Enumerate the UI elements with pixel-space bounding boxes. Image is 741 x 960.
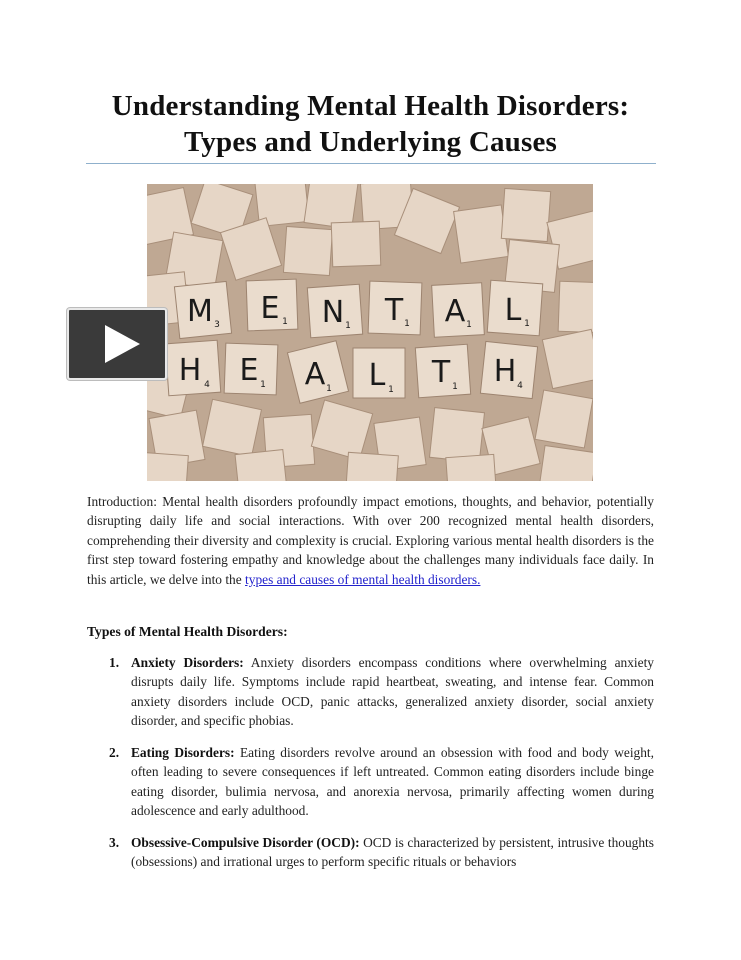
svg-text:1: 1: [452, 382, 458, 392]
intro-paragraph: [87, 492, 654, 589]
title-line-1: Understanding Mental Health Disorders:: [111, 90, 630, 122]
svg-text:1: 1: [260, 380, 266, 390]
svg-text:A: A: [304, 357, 326, 392]
item-term: Obsessive-Compulsive Disorder (OCD):: [131, 835, 360, 850]
title-line-2: Types and Underlying Causes: [183, 126, 558, 158]
svg-text:N: N: [321, 295, 345, 330]
item-description: Eating disorders revolve around an obsession with food and body weight, often leading to severe consequences if left untreated. Common eating disorders include binge eating disorder, bulimia nervosa, and anorexia nervosa, primarily affecting women during adolescence and early adulthood.: [131, 745, 655, 819]
item-term: Anxiety Disorders:: [131, 655, 244, 670]
svg-text:L: L: [504, 293, 522, 328]
svg-text:A: A: [444, 294, 466, 329]
svg-text:4: 4: [204, 380, 210, 390]
svg-text:E: E: [260, 291, 280, 326]
item-description: OCD is characterized by persistent, intrusive thoughts (obsessions) and irrational urges to perform specific rituals or behaviors: [131, 835, 654, 870]
svg-text:1: 1: [466, 320, 472, 330]
disorder-list-item-1: [87, 653, 654, 731]
svg-text:4: 4: [517, 381, 523, 391]
play-button[interactable]: [67, 308, 167, 380]
intro-text: Introduction: Mental health disorders profoundly impact emotions, thoughts, and behavior, potentially disrupting daily life and social interactions. With over 200 recognized mental health disorders, comprehending their diversity and complexity is crucial. Exploring various mental health disorders is the first step toward fostering empathy and knowledge about the challenges many individuals face daily. In this article, we delve into the: [87, 494, 654, 587]
item-number: 2.: [109, 745, 120, 760]
disorder-list-item-3: [87, 833, 654, 872]
hero-image: [147, 184, 593, 481]
svg-text:1: 1: [282, 317, 288, 327]
svg-text:T: T: [384, 293, 404, 328]
section-heading: Types of Mental Health Disorders:: [87, 624, 288, 639]
item-number: 3.: [109, 835, 120, 850]
page-title: [60, 88, 681, 160]
svg-text:1: 1: [524, 319, 530, 329]
svg-text:M: M: [187, 294, 213, 329]
item-number: 1.: [109, 655, 120, 670]
disorder-list-item-2: [87, 743, 654, 821]
svg-text:3: 3: [214, 320, 220, 330]
list-item: [87, 743, 654, 821]
scrabble-tiles-illustration: [147, 184, 593, 481]
svg-text:1: 1: [345, 321, 351, 331]
list-item: [87, 653, 654, 731]
types-and-causes-link[interactable]: types and causes of mental health disorders.: [245, 571, 481, 587]
list-item: [87, 833, 654, 872]
svg-text:T: T: [431, 355, 451, 390]
play-icon: [105, 325, 140, 363]
svg-text:L: L: [368, 358, 386, 393]
item-term: Eating Disorders:: [131, 745, 235, 760]
svg-text:1: 1: [388, 385, 394, 395]
svg-text:H: H: [493, 354, 517, 389]
svg-text:H: H: [178, 353, 202, 388]
svg-text:E: E: [239, 353, 259, 388]
title-divider: [86, 163, 656, 164]
item-description: Anxiety disorders encompass conditions where overwhelming anxiety disrupts daily life. Symptoms include rapid heartbeat, sweating, and intense fear. Common anxiety disorders include OCD, panic attacks, generalized anxiety disorder, social anxiety disorder, and specific phobias.: [131, 655, 654, 729]
svg-text:1: 1: [326, 384, 332, 394]
svg-text:1: 1: [404, 319, 410, 329]
